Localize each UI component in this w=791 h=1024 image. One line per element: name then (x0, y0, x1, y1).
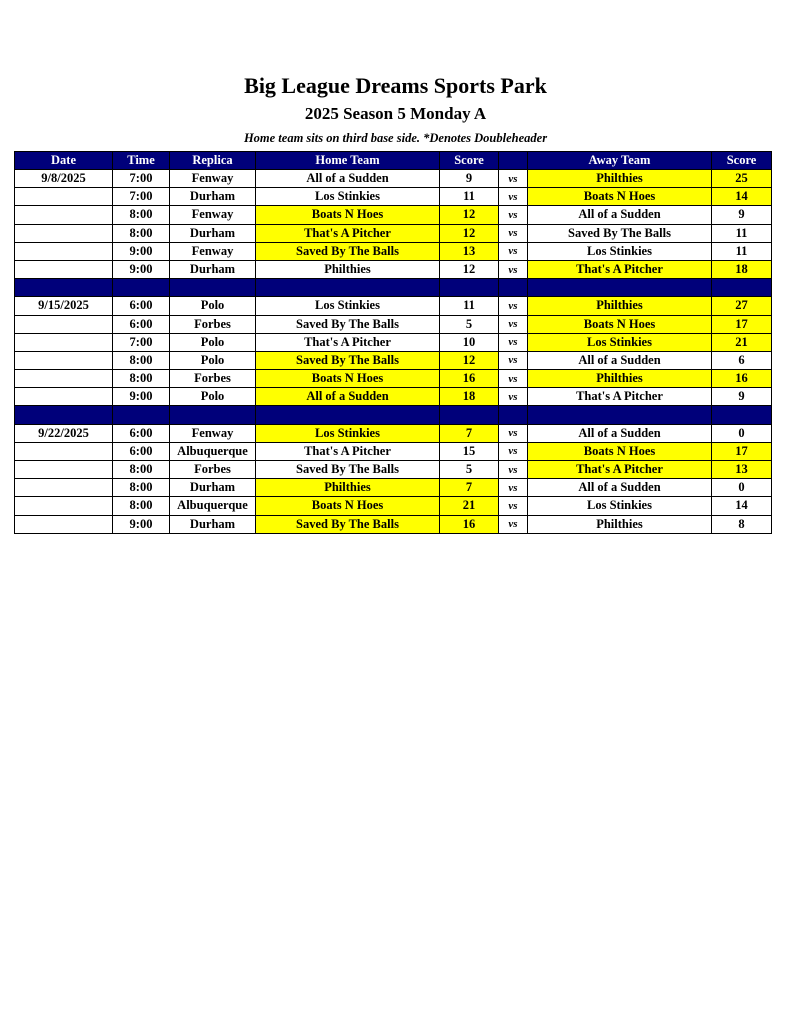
home-team-cell: That's A Pitcher (256, 442, 440, 460)
time-cell: 6:00 (113, 297, 170, 315)
game-row (15, 515, 772, 533)
away-team-cell: Philthies (528, 170, 712, 188)
replica-cell: Durham (170, 479, 256, 497)
game-row (15, 297, 772, 315)
date-cell (15, 333, 113, 351)
header-row (15, 152, 772, 170)
date-cell (15, 206, 113, 224)
away-score-cell: 0 (712, 479, 772, 497)
date-cell (15, 370, 113, 388)
away-score-cell: 9 (712, 388, 772, 406)
away-score-cell: 18 (712, 260, 772, 278)
home-team-cell: Boats N Hoes (256, 497, 440, 515)
away-score-cell: 6 (712, 351, 772, 369)
time-cell: 8:00 (113, 370, 170, 388)
away-team-cell: All of a Sudden (528, 424, 712, 442)
date-cell (15, 388, 113, 406)
time-cell: 8:00 (113, 351, 170, 369)
separator-cell (499, 406, 528, 424)
replica-cell: Fenway (170, 424, 256, 442)
away-score-cell: 27 (712, 297, 772, 315)
replica-cell: Polo (170, 333, 256, 351)
time-cell: 8:00 (113, 479, 170, 497)
week-separator (15, 279, 772, 297)
week-separator (15, 406, 772, 424)
page-title: Big League Dreams Sports Park (244, 73, 547, 98)
vs-cell: vs (499, 242, 528, 260)
away-team-cell: Los Stinkies (528, 242, 712, 260)
away-score-cell: 21 (712, 333, 772, 351)
away-team-cell: Los Stinkies (528, 333, 712, 351)
replica-cell: Albuquerque (170, 442, 256, 460)
replica-cell: Fenway (170, 242, 256, 260)
away-team-cell: Philthies (528, 297, 712, 315)
date-cell (15, 515, 113, 533)
home-score-cell: 10 (440, 333, 499, 351)
time-cell: 9:00 (113, 260, 170, 278)
home-score-cell: 11 (440, 297, 499, 315)
away-score-cell: 25 (712, 170, 772, 188)
vs-cell: vs (499, 206, 528, 224)
replica-cell: Polo (170, 388, 256, 406)
time-cell: 7:00 (113, 333, 170, 351)
home-team-cell: Saved By The Balls (256, 461, 440, 479)
away-score-cell: 0 (712, 424, 772, 442)
game-row (15, 497, 772, 515)
replica-cell: Forbes (170, 370, 256, 388)
date-cell (15, 224, 113, 242)
vs-cell: vs (499, 479, 528, 497)
home-team-cell: Philthies (256, 260, 440, 278)
game-row (15, 242, 772, 260)
vs-cell: vs (499, 315, 528, 333)
col-header-away-score: Score (712, 152, 772, 170)
home-score-cell: 15 (440, 442, 499, 460)
home-score-cell: 9 (440, 170, 499, 188)
separator-cell (170, 406, 256, 424)
home-team-cell: All of a Sudden (256, 388, 440, 406)
home-score-cell: 5 (440, 461, 499, 479)
date-cell (15, 260, 113, 278)
replica-cell: Durham (170, 515, 256, 533)
away-score-cell: 17 (712, 442, 772, 460)
away-team-cell: That's A Pitcher (528, 461, 712, 479)
home-team-cell: Philthies (256, 479, 440, 497)
vs-cell: vs (499, 170, 528, 188)
separator-cell (113, 279, 170, 297)
replica-cell: Durham (170, 224, 256, 242)
col-header-home-team: Home Team (256, 152, 440, 170)
separator-cell (15, 406, 113, 424)
vs-cell: vs (499, 297, 528, 315)
away-team-cell: All of a Sudden (528, 351, 712, 369)
col-header-away-team: Away Team (528, 152, 712, 170)
home-score-cell: 7 (440, 479, 499, 497)
home-score-cell: 12 (440, 206, 499, 224)
away-team-cell: Philthies (528, 515, 712, 533)
date-cell: 9/8/2025 (15, 170, 113, 188)
separator-cell (256, 279, 440, 297)
away-score-cell: 11 (712, 242, 772, 260)
replica-cell: Forbes (170, 315, 256, 333)
vs-cell: vs (499, 388, 528, 406)
separator-cell (712, 406, 772, 424)
time-cell: 7:00 (113, 170, 170, 188)
home-score-cell: 12 (440, 224, 499, 242)
away-team-cell: All of a Sudden (528, 479, 712, 497)
separator-cell (528, 279, 712, 297)
replica-cell: Fenway (170, 170, 256, 188)
home-score-cell: 12 (440, 351, 499, 369)
away-score-cell: 16 (712, 370, 772, 388)
home-team-cell: Saved By The Balls (256, 515, 440, 533)
date-cell (15, 188, 113, 206)
away-score-cell: 17 (712, 315, 772, 333)
replica-cell: Fenway (170, 206, 256, 224)
away-team-cell: That's A Pitcher (528, 388, 712, 406)
vs-cell: vs (499, 461, 528, 479)
separator-cell (113, 406, 170, 424)
vs-cell: vs (499, 515, 528, 533)
home-team-cell: Los Stinkies (256, 297, 440, 315)
game-row (15, 224, 772, 242)
away-score-cell: 9 (712, 206, 772, 224)
home-team-cell: That's A Pitcher (256, 224, 440, 242)
home-score-cell: 5 (440, 315, 499, 333)
col-header-home-score: Score (440, 152, 499, 170)
date-cell (15, 242, 113, 260)
date-cell: 9/15/2025 (15, 297, 113, 315)
vs-cell: vs (499, 224, 528, 242)
vs-cell: vs (499, 424, 528, 442)
away-score-cell: 14 (712, 497, 772, 515)
away-team-cell: Saved By The Balls (528, 224, 712, 242)
away-score-cell: 8 (712, 515, 772, 533)
vs-cell: vs (499, 260, 528, 278)
time-cell: 8:00 (113, 224, 170, 242)
time-cell: 9:00 (113, 242, 170, 260)
home-score-cell: 18 (440, 388, 499, 406)
date-cell (15, 497, 113, 515)
time-cell: 6:00 (113, 424, 170, 442)
home-score-cell: 11 (440, 188, 499, 206)
home-team-cell: Los Stinkies (256, 188, 440, 206)
game-row (15, 424, 772, 442)
game-row (15, 351, 772, 369)
time-cell: 8:00 (113, 497, 170, 515)
season-subtitle: 2025 Season 5 Monday A (304, 104, 487, 123)
game-row (15, 188, 772, 206)
home-score-cell: 12 (440, 260, 499, 278)
separator-cell (440, 406, 499, 424)
game-row (15, 170, 772, 188)
game-row (15, 206, 772, 224)
separator-cell (15, 279, 113, 297)
vs-cell: vs (499, 442, 528, 460)
replica-cell: Durham (170, 188, 256, 206)
replica-cell: Durham (170, 260, 256, 278)
away-team-cell: Boats N Hoes (528, 315, 712, 333)
time-cell: 9:00 (113, 515, 170, 533)
vs-cell: vs (499, 497, 528, 515)
home-team-cell: Saved By The Balls (256, 351, 440, 369)
replica-cell: Polo (170, 351, 256, 369)
separator-cell (256, 406, 440, 424)
game-row (15, 370, 772, 388)
home-team-cell: Boats N Hoes (256, 370, 440, 388)
time-cell: 6:00 (113, 315, 170, 333)
separator-cell (528, 406, 712, 424)
col-header-vs (499, 152, 528, 170)
separator-cell (170, 279, 256, 297)
away-team-cell: Los Stinkies (528, 497, 712, 515)
game-row (15, 442, 772, 460)
game-row (15, 333, 772, 351)
vs-cell: vs (499, 188, 528, 206)
schedule-table (14, 151, 772, 534)
col-header-date: Date (15, 152, 113, 170)
game-row (15, 461, 772, 479)
away-score-cell: 11 (712, 224, 772, 242)
col-header-time: Time (113, 152, 170, 170)
home-team-cell: Saved By The Balls (256, 242, 440, 260)
col-header-replica: Replica (170, 152, 256, 170)
vs-cell: vs (499, 370, 528, 388)
replica-cell: Albuquerque (170, 497, 256, 515)
separator-cell (499, 279, 528, 297)
home-team-cell: Los Stinkies (256, 424, 440, 442)
time-cell: 7:00 (113, 188, 170, 206)
away-team-cell: All of a Sudden (528, 206, 712, 224)
away-team-cell: Boats N Hoes (528, 188, 712, 206)
home-team-cell: Boats N Hoes (256, 206, 440, 224)
game-row (15, 388, 772, 406)
field-note: Home team sits on third base side. *Denotes Doubleheader (243, 131, 548, 145)
game-row (15, 260, 772, 278)
replica-cell: Forbes (170, 461, 256, 479)
away-score-cell: 13 (712, 461, 772, 479)
home-score-cell: 16 (440, 515, 499, 533)
away-team-cell: That's A Pitcher (528, 260, 712, 278)
game-row (15, 315, 772, 333)
home-team-cell: That's A Pitcher (256, 333, 440, 351)
time-cell: 8:00 (113, 206, 170, 224)
separator-cell (440, 279, 499, 297)
home-team-cell: All of a Sudden (256, 170, 440, 188)
home-team-cell: Saved By The Balls (256, 315, 440, 333)
date-cell (15, 442, 113, 460)
date-cell (15, 351, 113, 369)
home-score-cell: 16 (440, 370, 499, 388)
date-cell (15, 315, 113, 333)
away-team-cell: Boats N Hoes (528, 442, 712, 460)
time-cell: 8:00 (113, 461, 170, 479)
date-cell: 9/22/2025 (15, 424, 113, 442)
game-row (15, 479, 772, 497)
separator-cell (712, 279, 772, 297)
home-score-cell: 7 (440, 424, 499, 442)
time-cell: 6:00 (113, 442, 170, 460)
replica-cell: Polo (170, 297, 256, 315)
home-score-cell: 13 (440, 242, 499, 260)
time-cell: 9:00 (113, 388, 170, 406)
away-team-cell: Philthies (528, 370, 712, 388)
schedule-body (15, 170, 772, 534)
vs-cell: vs (499, 351, 528, 369)
vs-cell: vs (499, 333, 528, 351)
date-cell (15, 461, 113, 479)
away-score-cell: 14 (712, 188, 772, 206)
home-score-cell: 21 (440, 497, 499, 515)
date-cell (15, 479, 113, 497)
